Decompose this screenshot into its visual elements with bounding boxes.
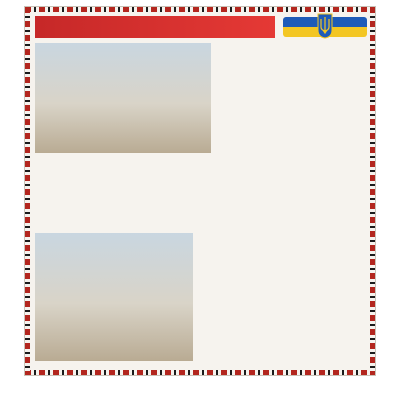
top-ornament-border (25, 7, 375, 12)
bottom-ornament-border (25, 370, 375, 375)
rank-formation-photo (35, 43, 211, 153)
flag-emblem (283, 13, 367, 41)
poster (24, 6, 376, 376)
ukrainian-trident-icon (316, 13, 334, 39)
right-ornament-border (370, 7, 375, 375)
two-rank-formation-photo (35, 233, 193, 361)
soldiers-rank-illustration (35, 43, 211, 153)
left-ornament-border (25, 7, 30, 375)
soldiers-two-rank-illustration (35, 233, 193, 361)
title-banner (35, 16, 275, 38)
